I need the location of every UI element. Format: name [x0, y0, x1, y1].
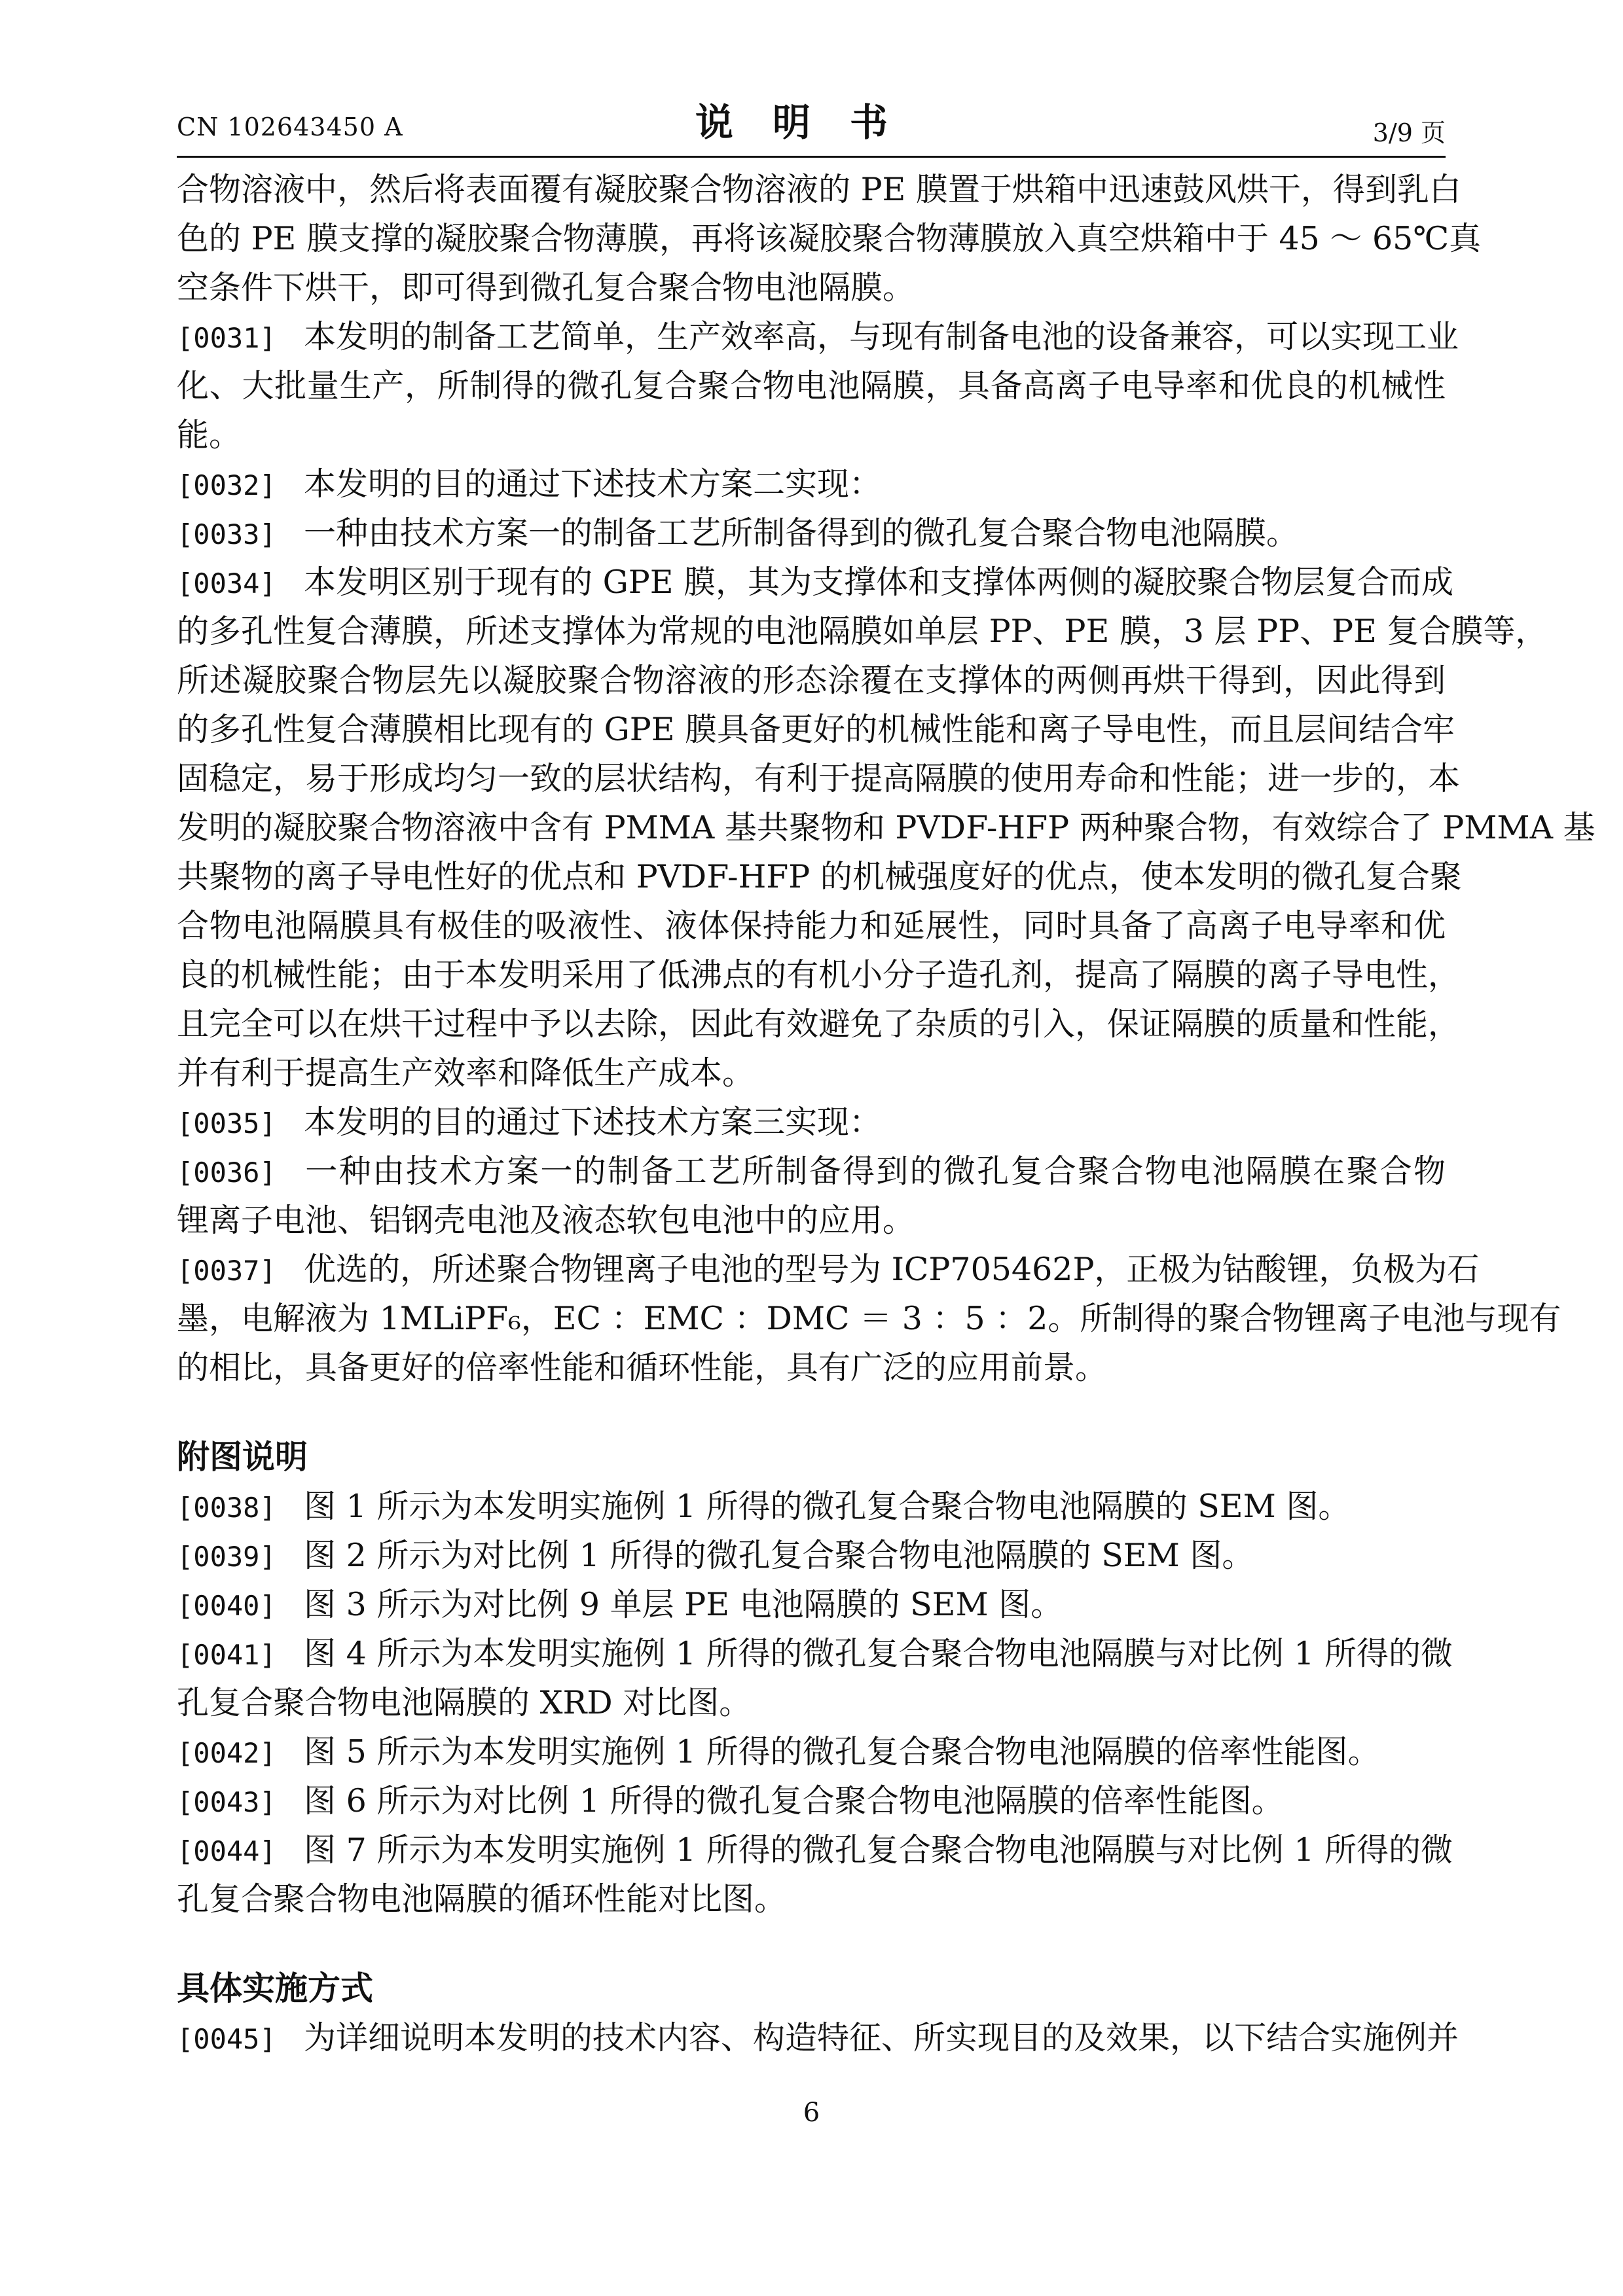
page-header — [177, 92, 1446, 164]
text-line: 的多孔性复合薄膜，所述支撑体为常规的电池隔膜如单层 PP、PE 膜，3 层 PP、PE 复合膜等， — [177, 613, 1548, 650]
paragraph-number: [0044] — [177, 1835, 276, 1867]
paragraph — [177, 1098, 1446, 1147]
paragraph-number: [0033] — [177, 518, 276, 550]
text-line — [177, 1629, 1453, 1678]
text-line: 锂离子电池、铝钢壳电池及液态软包电池中的应用。 — [177, 1202, 915, 1239]
text-line — [177, 1245, 1480, 1294]
section-gap — [177, 1392, 1446, 1433]
intro-paragraph — [177, 165, 1482, 312]
paragraph — [177, 1531, 1446, 1580]
text-line: 良的机械性能；由于本发明采用了低沸点的有机小分子造孔剂，提高了隔膜的离子导电性， — [177, 956, 1461, 994]
paragraph-text: 本发明区别于现有的 GPE 膜，其为支撑体和支撑体两侧的凝胶聚合物层复合而成 — [304, 564, 1454, 601]
figures-heading: 附图说明 — [177, 1438, 308, 1476]
text-line: 孔复合聚合物电池隔膜的 XRD 对比图。 — [177, 1684, 752, 1721]
paragraph-text: 图 4 所示为本发明实施例 1 所得的微孔复合聚合物电池隔膜与对比例 1 所得的微 — [304, 1635, 1453, 1672]
paragraph-text: 一种由技术方案一的制备工艺所制备得到的微孔复合聚合物电池隔膜。 — [304, 514, 1299, 552]
paragraph-text: 优选的，所述聚合物锂离子电池的型号为 ICP705462P，正极为钴酸锂，负极为石 — [304, 1251, 1480, 1288]
paragraph — [177, 2013, 1459, 2062]
section-gap — [177, 1924, 1446, 1964]
text-line: 固稳定，易于形成均匀一致的层状结构，有利于提高隔膜的使用寿命和性能；进一步的，本 — [177, 760, 1461, 797]
paragraph-number: [0042] — [177, 1737, 276, 1769]
paragraph-number: [0041] — [177, 1639, 276, 1671]
paragraph-number: [0034] — [177, 567, 276, 600]
paragraph — [177, 1629, 1453, 1727]
page-count: 3/9 页 — [1372, 118, 1446, 147]
paragraph-text: 图 7 所示为本发明实施例 1 所得的微孔复合聚合物电池隔膜与对比例 1 所得的微 — [304, 1831, 1453, 1869]
header-rule — [177, 156, 1446, 158]
paragraph-number: [0035] — [177, 1107, 276, 1139]
paragraph-text: 一种由技术方案一的制备工艺所制备得到的微孔复合聚合物电池隔膜在聚合物 — [304, 1153, 1446, 1190]
paragraph-text: 图 6 所示为对比例 1 所得的微孔复合聚合物电池隔膜的倍率性能图。 — [304, 1782, 1284, 1820]
text-line: 空条件下烘干，即可得到微孔复合聚合物电池隔膜。 — [177, 269, 915, 306]
text-line — [177, 1482, 1446, 1531]
text-line: 发明的凝胶聚合物溶液中含有 PMMA 基共聚物和 PVDF-HFP 两种聚合物，有效综合了 PMMA 基 — [177, 809, 1596, 846]
text-line — [177, 1147, 1446, 1196]
text-line: 合物溶液中，然后将表面覆有凝胶聚合物溶液的 PE 膜置于烘箱中迅速鼓风烘干，得到乳白 — [177, 171, 1461, 208]
page-number: 6 — [803, 2098, 820, 2128]
text-line: 的相比，具备更好的倍率性能和循环性能，具有广泛的应用前景。 — [177, 1349, 1108, 1386]
figure-paragraph-list — [177, 1482, 1453, 1924]
text-line: 能。 — [177, 416, 242, 454]
text-line: 孔复合聚合物电池隔膜的循环性能对比图。 — [177, 1880, 787, 1918]
paragraph — [177, 1825, 1453, 1924]
paragraph-number: [0045] — [177, 2023, 276, 2055]
document-title: 说明书 — [695, 100, 927, 145]
document-body — [177, 165, 1596, 2062]
embodiment-heading: 具体实施方式 — [177, 1969, 373, 2007]
paragraph-number: [0031] — [177, 322, 276, 354]
paragraph-text: 为详细说明本发明的技术内容、构造特征、所实现目的及效果，以下结合实施例并 — [304, 2019, 1459, 2056]
paragraph — [177, 312, 1459, 459]
publication-number: CN 102643450 A — [177, 113, 403, 141]
paragraph-number: [0037] — [177, 1255, 276, 1287]
text-line — [177, 459, 1446, 509]
paragraph-text: 本发明的目的通过下述技术方案二实现： — [304, 465, 882, 503]
paragraph-number: [0036] — [177, 1157, 276, 1189]
paragraph-number: [0039] — [177, 1541, 276, 1573]
paragraph-text: 图 3 所示为对比例 9 单层 PE 电池隔膜的 SEM 图。 — [304, 1586, 1063, 1623]
paragraph-number: [0040] — [177, 1590, 276, 1622]
text-line — [177, 1580, 1446, 1629]
text-line: 且完全可以在烘干过程中予以去除，因此有效避免了杂质的引入，保证隔膜的质量和性能， — [177, 1005, 1461, 1043]
text-line: 的多孔性复合薄膜相比现有的 GPE 膜具备更好的机械性能和离子导电性，而且层间结合牢 — [177, 711, 1455, 748]
text-line: 墨，电解液为 1MLiPF₆，EC ：EMC ：DMC ＝ 3 ：5 ：2。所制得的聚合物锂离子电池与现有 — [177, 1300, 1561, 1337]
text-line: 所述凝胶聚合物层先以凝胶聚合物溶液的形态涂覆在支撑体的两侧再烘干得到，因此得到 — [177, 662, 1446, 699]
paragraph — [177, 459, 1446, 509]
paragraph-text: 本发明的制备工艺简单，生产效率高，与现有制备电池的设备兼容，可以实现工业 — [304, 318, 1459, 355]
text-line — [177, 1776, 1446, 1825]
text-line — [177, 1098, 1446, 1147]
paragraph — [177, 1580, 1446, 1629]
text-line — [177, 509, 1446, 558]
text-line: 化、大批量生产，所制得的微孔复合聚合物电池隔膜，具备高离子电导率和优良的机械性 — [177, 367, 1446, 404]
text-line — [177, 558, 1454, 607]
paragraph-text: 图 1 所示为本发明实施例 1 所得的微孔复合聚合物电池隔膜的 SEM 图。 — [304, 1488, 1351, 1525]
paragraph-list — [177, 312, 1596, 1392]
text-line — [177, 1727, 1446, 1776]
paragraph — [177, 1776, 1446, 1825]
paragraph-text: 图 5 所示为本发明实施例 1 所得的微孔复合聚合物电池隔膜的倍率性能图。 — [304, 1733, 1380, 1770]
paragraph-number: [0043] — [177, 1786, 276, 1818]
text-line — [177, 1531, 1446, 1580]
paragraph — [177, 558, 1596, 1098]
embodiment-paragraph-list — [177, 2013, 1459, 2062]
text-line — [177, 312, 1459, 361]
paragraph — [177, 1147, 1446, 1245]
text-line: 共聚物的离子导电性好的优点和 PVDF-HFP 的机械强度好的优点，使本发明的微孔复合聚 — [177, 858, 1462, 895]
text-line — [177, 1825, 1453, 1874]
paragraph — [177, 1245, 1561, 1392]
paragraph — [177, 1482, 1446, 1531]
paragraph-text: 图 2 所示为对比例 1 所得的微孔复合聚合物电池隔膜的 SEM 图。 — [304, 1537, 1254, 1574]
paragraph-number: [0038] — [177, 1492, 276, 1524]
text-line — [177, 2013, 1459, 2062]
text-line: 合物电池隔膜具有极佳的吸液性、液体保持能力和延展性，同时具备了高离子电导率和优 — [177, 907, 1446, 944]
paragraph — [177, 509, 1446, 558]
text-line: 色的 PE 膜支撑的凝胶聚合物薄膜，再将该凝胶聚合物薄膜放入真空烘箱中于 45 ～ 65℃真 — [177, 220, 1482, 257]
paragraph-number: [0032] — [177, 469, 276, 501]
paragraph — [177, 1727, 1446, 1776]
text-line: 并有利于提高生产效率和降低生产成本。 — [177, 1054, 755, 1092]
paragraph-text: 本发明的目的通过下述技术方案三实现： — [304, 1103, 882, 1141]
